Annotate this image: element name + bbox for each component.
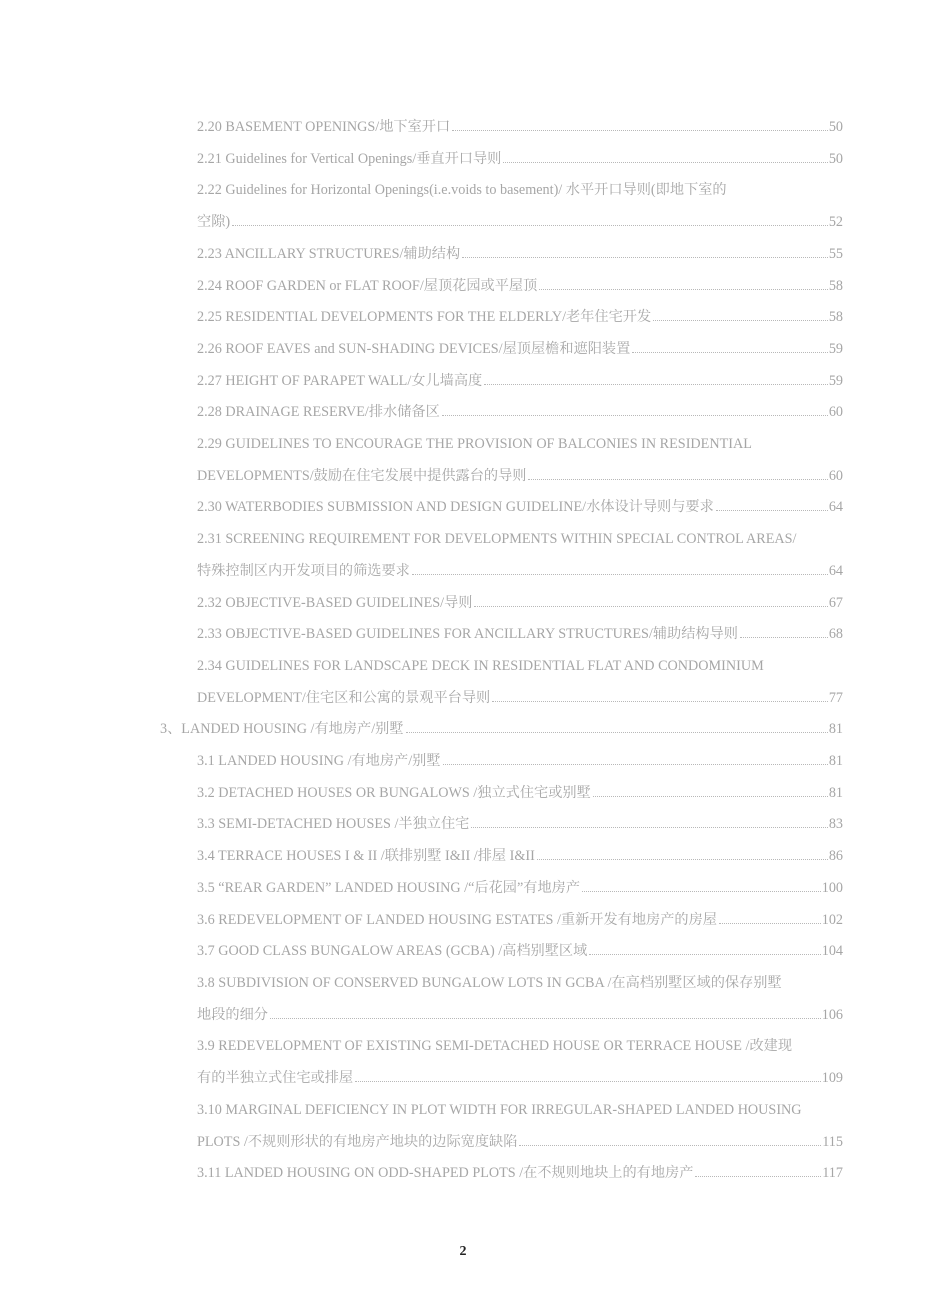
toc-entry[interactable] <box>0 1031 843 1094</box>
toc-entry[interactable] <box>0 746 843 778</box>
toc-entry-page: 68 <box>828 626 843 643</box>
toc-entry-line: 3.9 REDEVELOPMENT OF EXISTING SEMI-DETACHED HOUSE OR TERRACE HOUSE /改建现 <box>197 1038 793 1055</box>
toc-entry-page: 83 <box>828 816 843 833</box>
toc-entry-page: 64 <box>828 562 843 579</box>
toc-entry-page: 58 <box>828 309 843 326</box>
toc-entry-page: 67 <box>828 594 843 611</box>
toc-entry-page: 50 <box>828 119 843 135</box>
toc-entry[interactable] <box>0 778 843 810</box>
toc-entry[interactable] <box>0 809 843 841</box>
toc-entry[interactable] <box>0 366 843 398</box>
toc-entry-page: 52 <box>828 214 843 231</box>
toc-entry-title: DEVELOPMENTS/鼓励在住宅发展中提供露台的导则 <box>197 467 527 484</box>
toc-entry-title: 3.11 LANDED HOUSING ON ODD-SHAPED PLOTS /在不规则地块上的有地房产 <box>197 1165 694 1182</box>
toc-entry[interactable] <box>0 873 843 905</box>
toc-entry-page: 60 <box>828 404 843 421</box>
toc-entry-title: 3、LANDED HOUSING /有地房产/别墅 <box>160 721 404 738</box>
toc-entry-line: 3.8 SUBDIVISION OF CONSERVED BUNGALOW LOTS IN GCBA /在高档别墅区域的保存别墅 <box>197 974 782 991</box>
toc-entry-page: 102 <box>821 911 843 928</box>
dot-leader <box>719 923 821 924</box>
toc-entry-title: 2.30 WATERBODIES SUBMISSION AND DESIGN GUIDELINE/水体设计导则与要求 <box>197 499 714 516</box>
dot-leader <box>474 606 827 607</box>
toc-entry[interactable] <box>0 968 843 1031</box>
toc-entry[interactable] <box>0 588 843 620</box>
toc-entry[interactable] <box>0 936 843 968</box>
dot-leader <box>537 859 828 860</box>
toc-entry-title: 有的半独立式住宅或排屋 <box>197 1070 354 1087</box>
toc-entry-page: 81 <box>828 753 843 770</box>
toc-entry[interactable] <box>0 714 843 746</box>
toc-entry-title: 2.28 DRAINAGE RESERVE/排水储备区 <box>197 404 440 421</box>
toc-entry-page: 106 <box>821 1006 843 1023</box>
dot-leader <box>462 257 828 258</box>
page-number: 2 <box>459 1244 467 1259</box>
toc-entry[interactable] <box>0 651 843 714</box>
dot-leader <box>471 827 827 828</box>
toc-entry-title: 3.6 REDEVELOPMENT OF LANDED HOUSING ESTATES /重新开发有地房产的房屋 <box>197 911 717 928</box>
toc-entry-page: 55 <box>828 245 843 262</box>
toc-entry-title: 地段的细分 <box>197 1006 268 1023</box>
toc-entry-title: 3.4 TERRACE HOUSES I & II /联排别墅 I&II /排屋 I&II <box>197 848 535 865</box>
toc-entry-title: 3.7 GOOD CLASS BUNGALOW AREAS (GCBA) /高档别墅区域 <box>197 943 588 960</box>
dot-leader <box>716 510 828 511</box>
dot-leader <box>484 384 828 385</box>
dot-leader <box>740 637 828 638</box>
toc-entry-title: 特殊控制区内开发项目的筛选要求 <box>197 562 410 579</box>
toc-entry-line: 2.22 Guidelines for Horizontal Openings(i.e.voids to basement)/ 水平开口导则(即地下室的 <box>197 182 727 199</box>
toc-entry-page: 59 <box>828 340 843 357</box>
dot-leader <box>355 1081 821 1082</box>
toc-entry-page: 109 <box>821 1070 843 1087</box>
toc-entry-page: 77 <box>828 689 843 706</box>
toc-entry-title: DEVELOPMENT/住宅区和公寓的景观平台导则 <box>197 689 491 706</box>
toc-entry-page: 64 <box>828 499 843 516</box>
dot-leader <box>232 225 828 226</box>
dot-leader <box>270 1018 821 1019</box>
toc-entry[interactable] <box>0 144 843 176</box>
toc-entry-title: 2.20 BASEMENT OPENINGS/地下室开口 <box>197 119 451 135</box>
toc-entry[interactable] <box>0 1158 843 1190</box>
toc-entry-page: 60 <box>828 467 843 484</box>
toc-entry-title: 2.32 OBJECTIVE-BASED GUIDELINES/导则 <box>197 594 473 611</box>
dot-leader <box>539 289 828 290</box>
dot-leader <box>593 796 828 797</box>
dot-leader <box>452 130 828 131</box>
toc-entry-page: 117 <box>822 1165 843 1182</box>
toc-entry[interactable] <box>0 397 843 429</box>
toc-entry-page: 86 <box>828 848 843 865</box>
toc-entry[interactable] <box>0 905 843 937</box>
toc-entry-title: 空隙) <box>197 214 231 231</box>
toc-entry-title: 2.33 OBJECTIVE-BASED GUIDELINES FOR ANCILLARY STRUCTURES/辅助结构导则 <box>197 626 738 643</box>
toc-entry-title: 2.27 HEIGHT OF PARAPET WALL/女儿墙高度 <box>197 372 483 389</box>
toc-entry-line: 2.34 GUIDELINES FOR LANDSCAPE DECK IN RESIDENTIAL FLAT AND CONDOMINIUM <box>197 657 764 674</box>
toc-entry-page: 100 <box>821 879 843 896</box>
dot-leader <box>695 1176 821 1177</box>
toc-entry[interactable] <box>0 334 843 366</box>
toc-entry[interactable] <box>0 841 843 873</box>
toc-entry-title: PLOTS /不规则形状的有地房产地块的边际宽度缺陷 <box>197 1133 518 1150</box>
toc-entry[interactable] <box>0 524 843 587</box>
dot-leader <box>519 1145 821 1146</box>
toc-entry-page: 58 <box>828 277 843 294</box>
toc-entry-page: 50 <box>828 150 843 167</box>
toc-entry-title: 2.25 RESIDENTIAL DEVELOPMENTS FOR THE ELDERLY/老年住宅开发 <box>197 309 652 326</box>
toc-entry-title: 2.26 ROOF EAVES and SUN-SHADING DEVICES/屋顶屋檐和遮阳装置 <box>197 340 631 357</box>
toc-entry[interactable] <box>0 112 843 144</box>
toc-entry-title: 3.1 LANDED HOUSING /有地房产/别墅 <box>197 753 441 770</box>
toc-entry[interactable] <box>0 175 843 238</box>
toc-entry-title: 2.23 ANCILLARY STRUCTURES/辅助结构 <box>197 245 461 262</box>
toc-entry-title: 2.21 Guidelines for Vertical Openings/垂直开口导则 <box>197 150 502 167</box>
dot-leader <box>632 352 828 353</box>
toc-entry-line: 2.29 GUIDELINES TO ENCOURAGE THE PROVISION OF BALCONIES IN RESIDENTIAL <box>197 436 752 453</box>
toc-entry-page: 81 <box>828 784 843 801</box>
dot-leader <box>412 574 828 575</box>
toc-entry-title: 2.24 ROOF GARDEN or FLAT ROOF/屋顶花园或平屋顶 <box>197 277 538 294</box>
toc-entry-title: 3.2 DETACHED HOUSES OR BUNGALOWS /独立式住宅或别墅 <box>197 784 591 801</box>
dot-leader <box>503 162 827 163</box>
dot-leader <box>582 891 821 892</box>
toc-entry-title: 3.5 “REAR GARDEN” LANDED HOUSING /“后花园”有地房产 <box>197 879 581 896</box>
toc-entry-page: 81 <box>828 721 843 738</box>
toc-entry[interactable] <box>0 492 843 524</box>
dot-leader <box>406 732 828 733</box>
toc-entry-page: 104 <box>821 943 843 960</box>
dot-leader <box>653 320 828 321</box>
toc-entry[interactable] <box>0 619 843 651</box>
toc-entry[interactable] <box>0 271 843 303</box>
toc-entry-page: 59 <box>828 372 843 389</box>
dot-leader <box>589 954 820 955</box>
dot-leader <box>442 415 828 416</box>
toc-entry-line: 3.10 MARGINAL DEFICIENCY IN PLOT WIDTH FOR IRREGULAR-SHAPED LANDED HOUSING <box>197 1101 802 1118</box>
toc-entry[interactable] <box>0 1095 843 1158</box>
toc-entry-line: 2.31 SCREENING REQUIREMENT FOR DEVELOPMENTS WITHIN SPECIAL CONTROL AREAS/ <box>197 531 797 548</box>
toc-entry-title: 3.3 SEMI-DETACHED HOUSES /半独立住宅 <box>197 816 470 833</box>
toc-entry[interactable] <box>0 429 843 492</box>
toc-entry[interactable] <box>0 239 843 271</box>
toc-entry-page: 115 <box>822 1133 843 1150</box>
toc-entry[interactable] <box>0 302 843 334</box>
table-of-contents <box>0 112 926 1190</box>
dot-leader <box>492 701 828 702</box>
dot-leader <box>443 764 828 765</box>
dot-leader <box>528 479 827 480</box>
